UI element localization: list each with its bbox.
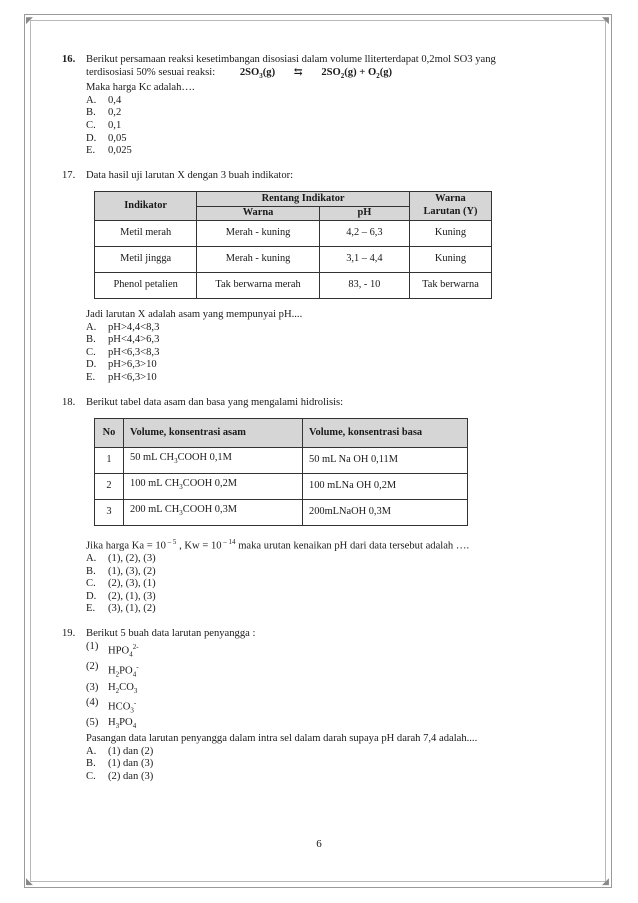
table-row: 3 200 mL $CH_3COOH$ 0,3M 200mLNaOH 0,3M [95, 499, 468, 525]
answer-option-d[interactable]: D. 0,05 [86, 132, 127, 144]
question-number: 16. [62, 54, 76, 65]
answer-option-e[interactable]: E. (3), (1), (2) [86, 603, 156, 615]
question-text: Maka harga Kc adalah…. [86, 82, 195, 94]
answer-option-b[interactable]: B. 0,2 [86, 107, 122, 119]
question-16 [62, 54, 572, 158]
table-header: No [95, 418, 124, 447]
exam-content [62, 54, 572, 784]
question-text: Jadi larutan X adalah asam yang mempunyai pH.... [86, 309, 303, 321]
table-header: pH [319, 207, 409, 221]
question-text: terdisosiasi 50% sesuai reaksi: $2SO_3(g)$ ⇆ $2SO_2(g) + O_2(g)$ [86, 66, 393, 80]
question-text: Berikut tabel data asam dan basa yang mengalami hidrolisis: [86, 397, 344, 409]
answer-option-b[interactable]: B. pH<4,4>6,3 [86, 334, 160, 346]
table-header: Rentang Indikator [197, 192, 410, 207]
list-item: (2) $H_2PO_4^-$ [86, 661, 139, 679]
answer-option-d[interactable]: D. (2), (1), (3) [86, 590, 156, 602]
corner-ornament-icon: ◥ [602, 15, 609, 25]
answer-option-e[interactable]: E. pH<6,3>10 [86, 372, 157, 384]
question-19 [62, 628, 572, 783]
answer-option-b[interactable]: B. (1), (3), (2) [86, 565, 156, 577]
answer-option-a[interactable]: A. pH>4,4<8,3 [86, 321, 160, 333]
corner-ornament-icon: ◤ [26, 15, 33, 25]
question-number: 17. [62, 170, 76, 182]
answer-option-c[interactable]: C. (2), (3), (1) [86, 578, 156, 590]
table-header: Warna Larutan (Y) [409, 192, 491, 221]
table-row: Metil jingga Merah - kuning 3,1 – 4,4 Kuning [95, 247, 492, 273]
table-row: 2 100 mL $CH_3COOH$ 0,2M 100 mLNa OH 0,2M [95, 473, 468, 499]
list-item: (4) $HCO_3^-$ [86, 697, 137, 715]
answer-option-e[interactable]: E. 0,025 [86, 145, 132, 157]
equilibrium-arrow-icon: ⇆ [293, 66, 303, 78]
table-header: Indikator [95, 192, 197, 221]
answer-option-c[interactable]: C. pH<6,3<8,3 [86, 346, 160, 358]
question-text: Berikut persamaan reaksi kesetimbangan disosiasi dalam volume lliterterdapat 0,2mol SO3 yang [86, 54, 496, 65]
answer-option-a[interactable]: A. 0,4 [86, 94, 122, 106]
table-row: 1 50 mL $CH_3COOH$ 0,1M 50 mL Na OH 0,11M [95, 447, 468, 473]
table-row: Metil merah Merah - kuning 4,2 – 6,3 Kuning [95, 221, 492, 247]
answer-option-c[interactable]: C. (2) dan (3) [86, 770, 154, 782]
question-text: Berikut 5 buah data larutan penyangga : [86, 628, 256, 640]
question-number: 18. [62, 397, 76, 409]
answer-option-a[interactable]: A. (1), (2), (3) [86, 552, 156, 564]
question-number: 19. [62, 628, 76, 640]
table-header: Volume, konsentrasi asam [124, 418, 303, 447]
table-row: Phenol petalien Tak berwarna merah 83, - 10 Tak berwarna [95, 273, 492, 299]
table-header: Warna [197, 207, 320, 221]
answer-option-a[interactable]: A. (1) dan (2) [86, 745, 154, 757]
corner-ornament-icon: ◣ [26, 876, 33, 886]
hydrolysis-table [94, 418, 468, 526]
reaction-equation: $2SO_3(g)$ [239, 66, 276, 80]
list-item: (1) $HPO_4^{2-}$ [86, 641, 139, 659]
question-text: Pasangan data larutan penyangga dalam intra sel dalam darah supaya pH darah 7,4 adalah.... [86, 733, 478, 745]
answer-option-d[interactable]: D. pH>6,3>10 [86, 359, 157, 371]
question-text: Jika harga Ka = 10 $^{- 5}$ , Kw = 10 $^{- 14}$ maka urutan kenaikan pH dari data tersebut adalah …. [86, 537, 470, 552]
list-item: (3) $H_2CO_3$ [86, 681, 138, 695]
question-18 [62, 397, 572, 616]
corner-ornament-icon: ◢ [602, 876, 609, 886]
table-header: Volume, konsentrasi basa [303, 418, 468, 447]
page-number: 6 [316, 838, 322, 850]
answer-option-b[interactable]: B. (1) dan (3) [86, 758, 154, 770]
answer-option-c[interactable]: C. 0,1 [86, 120, 122, 132]
question-17 [62, 170, 572, 384]
question-text: Data hasil uji larutan X dengan 3 buah indikator: [86, 170, 294, 182]
indicator-table [94, 191, 492, 299]
list-item: (5) $H_3PO_4$ [86, 717, 137, 731]
